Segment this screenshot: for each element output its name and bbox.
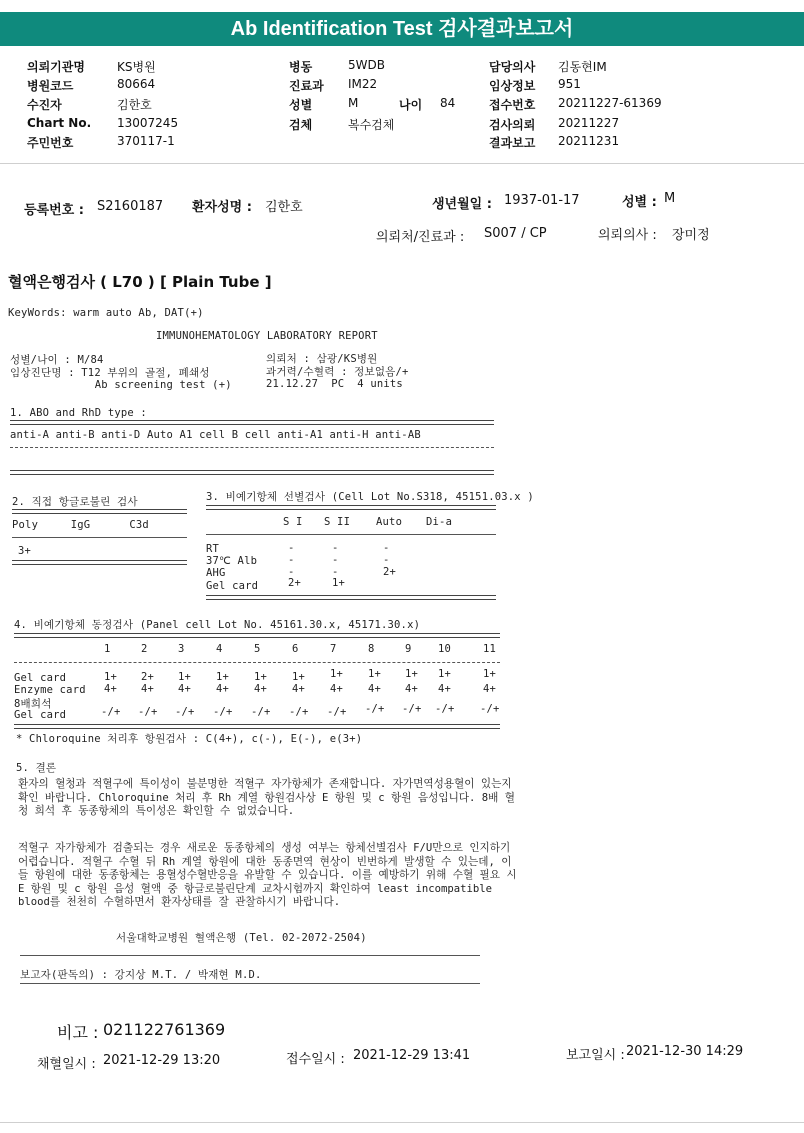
dept-value: S007 / CP (484, 226, 547, 241)
header-value: KS병원 (117, 60, 156, 74)
panel-cell: 4+ (141, 683, 155, 695)
header-value: 20211227-61369 (558, 96, 662, 110)
panel-column-header: 9 (405, 643, 412, 655)
rule (20, 983, 480, 984)
rule (12, 509, 187, 514)
doctor-value: 장미정 (672, 228, 710, 243)
panel-cell: 1+ (178, 671, 192, 683)
receive-label: 접수일시 : (286, 1052, 345, 1067)
panel-row-label: 8배희석 (14, 698, 52, 710)
header-label: 담당의사 (489, 60, 536, 74)
panel-cell: 4+ (254, 683, 268, 695)
header-label: 검체 (289, 118, 313, 132)
note-label: 비고 : (57, 1023, 99, 1042)
screen-row-label: AHG (206, 567, 226, 579)
panel-cell: -/+ (213, 706, 233, 718)
header-label: 의뢰기관명 (27, 60, 85, 74)
header-value: 김동현IM (558, 60, 607, 74)
panel-column-header: 10 (438, 643, 452, 655)
header-value: 5WDB (348, 58, 385, 72)
header-value: M (348, 96, 359, 110)
report-date-label: 보고일시 : (566, 1048, 625, 1063)
dob-label: 생년월일 : (432, 197, 492, 212)
panel-cell: 1+ (405, 668, 419, 680)
screen-header: Di-a (426, 516, 453, 528)
screen-header: S I (283, 516, 303, 528)
rule (10, 470, 494, 475)
header-label: 진료과 (289, 79, 324, 93)
screen-header: S II (324, 516, 351, 528)
header-separator (0, 163, 804, 164)
panel-column-header: 2 (141, 643, 148, 655)
header-value: IM22 (348, 77, 378, 91)
dat-title: 2. 직접 항글로불린 검사 (12, 496, 138, 508)
panel-cell: -/+ (327, 706, 347, 718)
panel-column-header: 5 (254, 643, 261, 655)
rule (20, 955, 480, 956)
collect-label: 채혈일시 : (37, 1057, 96, 1072)
panel-cell: 1+ (104, 671, 118, 683)
info-left-line: 임상진단명 : T12 부위의 골절, 폐쇄성 (10, 366, 210, 379)
panel-cell: 1+ (483, 668, 497, 680)
screen-cell: - (288, 542, 295, 554)
panel-cell: -/+ (175, 706, 195, 718)
panel-column-header: 4 (216, 643, 223, 655)
info-right-line: 의뢰처 : 삼광/KS병원 (266, 353, 378, 365)
reg-value: S2160187 (97, 199, 164, 214)
panel-cell: -/+ (289, 706, 309, 718)
dept-label: 의뢰처/진료과 : (376, 230, 465, 245)
dat-headers: Poly IgG C3d (12, 519, 149, 531)
info-right (266, 353, 409, 391)
info-right-line: 과거력/수혈력 : 정보없음/+ (266, 365, 409, 378)
header-value: 370117-1 (117, 134, 175, 148)
reporter: 보고자(판독의) : 강지상 M.T. / 박재현 M.D. (20, 969, 262, 981)
header-label: 성별 (289, 98, 313, 112)
dat-value: 3+ (18, 545, 32, 557)
rule (10, 447, 494, 448)
panel-cell: 4+ (405, 683, 419, 695)
lab-report-title: IMMUNOHEMATOLOGY LABORATORY REPORT (156, 330, 378, 342)
keywords: KeyWords: warm auto Ab, DAT(+) (8, 307, 204, 319)
screen-cell: - (332, 554, 339, 566)
header-value: 20211231 (558, 134, 620, 148)
chloroquine-note: * Chloroquine 처리후 항원검사 : C(4+), c(-), E(-), e(3+) (16, 733, 363, 745)
conclusion-title: 5. 결론 (16, 762, 57, 774)
panel-cell: 1+ (292, 671, 306, 683)
panel-cell: -/+ (101, 706, 121, 718)
panel-cell: -/+ (480, 703, 500, 715)
panel-row-label: Gel card (14, 672, 67, 684)
screen-row-label: 37℃ Alb (206, 555, 258, 567)
reg-label: 등록번호 : (24, 203, 84, 218)
conclusion-paragraph-2: 적혈구 자가항체가 검출되는 경우 새로운 동종항체의 생성 여부는 항체선별검사 F/U만으로 인지하기 어렵습니다. 적혈구 수혈 뒤 Rh 계열 항원에 대한 동종면역 현상이 빈번하게 발생할 수 있는데, 이들 항원에 대한 동종항체는 용혈성수혈반응을 유발할 수 있습니다. 이를 예방하기 위해 수혈 필요 시 E 항원 및 c 항원 음성 혈액 중 항글로불린단계 교차시험까지 확인하여 least incompatible blood를 천천히 수혈하면서 환자상태를 잘 관찰하시기 바랍니다. (18, 842, 517, 909)
panel-column-header: 6 (292, 643, 299, 655)
header-value: 80664 (117, 77, 156, 91)
header-label: 병원코드 (27, 79, 74, 93)
sex-label: 성별 : (622, 195, 657, 210)
report-heading: 혈액은행검사 ( L70 ) [ Plain Tube ] (8, 273, 272, 291)
panel-cell: -/+ (402, 703, 422, 715)
rule (12, 560, 187, 565)
rule (206, 595, 496, 600)
panel-column-header: 11 (483, 643, 497, 655)
header-label: 결과보고 (489, 136, 536, 150)
bottom-separator (0, 1122, 804, 1123)
rule (14, 633, 500, 638)
panel-cell: 1+ (330, 668, 344, 680)
header-label: 검사의뢰 (489, 118, 536, 132)
info-left-line: 성별/나이 : M/84 (10, 354, 104, 366)
report-title: Ab Identification Test 검사결과보고서 (0, 12, 804, 46)
screen-cell: - (288, 554, 295, 566)
screen-cell: 2+ (288, 577, 302, 589)
collect-value: 2021-12-29 13:20 (103, 1053, 221, 1068)
age-label: 나이 (399, 98, 423, 112)
sex-value: M (664, 191, 676, 206)
panel-cell: 4+ (292, 683, 306, 695)
screen-cell: 2+ (383, 566, 397, 578)
panel-title: 4. 비예기항체 동정검사 (Panel cell Lot No. 45161.30.x, 45171.30.x) (14, 619, 421, 631)
blood-bank: 서울대학교병원 혈액은행 (Tel. 02-2072-2504) (116, 932, 367, 944)
panel-cell: 4+ (368, 683, 382, 695)
panel-cell: 1+ (216, 671, 230, 683)
conclusion-paragraph-1: 환자의 혈청과 적혈구에 특이성이 불분명한 적혈구 자가항체가 존재합니다. 자가면역성용혈이 있는지 확인 바랍니다. Chloroquine 처리 후 Rh 계열 항원검사상 E 항원 및 c 항원 음성입니다. 8배 혈청 희석 후 동종항체의 특이성은 확인할 수 없었습니다. (18, 778, 516, 818)
rule (14, 724, 500, 729)
rule (206, 534, 496, 535)
rule (206, 505, 496, 510)
screen-cell: 1+ (332, 577, 346, 589)
screen-row-label: RT (206, 543, 220, 555)
panel-column-header: 3 (178, 643, 185, 655)
info-left (10, 354, 232, 392)
note-value: 021122761369 (103, 1020, 226, 1039)
header-label: 병동 (289, 60, 313, 74)
screen-header: Auto (376, 516, 403, 528)
panel-cell: 4+ (104, 683, 118, 695)
panel-cell: -/+ (435, 703, 455, 715)
rule (10, 420, 494, 425)
header-value: 김한호 (117, 98, 152, 112)
panel-cell: -/+ (138, 706, 158, 718)
header-value: 13007245 (117, 116, 179, 130)
screen-cell: - (383, 542, 390, 554)
info-left-line: Ab screening test (+) (10, 379, 232, 391)
screen-cell: - (332, 566, 339, 578)
panel-column-header: 8 (368, 643, 375, 655)
screen-cell: - (383, 554, 390, 566)
abo-title: 1. ABO and RhD type : (10, 407, 147, 419)
panel-row-label: Gel card (14, 709, 67, 721)
panel-cell: 4+ (438, 683, 452, 695)
screen-title: 3. 비예기항체 선별검사 (Cell Lot No.S318, 45151.03.x ) (206, 491, 534, 503)
name-label: 환자성명 : (192, 200, 252, 215)
info-right-line: 21.12.27 PC 4 units (266, 378, 403, 390)
doctor-label: 의뢰의사 : (598, 228, 657, 243)
header-value: 복수검체 (348, 118, 395, 132)
name-value: 김한호 (265, 200, 303, 215)
header-label: 주민번호 (27, 136, 74, 150)
header-label: 수진자 (27, 98, 62, 112)
panel-cell: 4+ (483, 683, 497, 695)
panel-cell: -/+ (365, 703, 385, 715)
screen-cell: - (332, 542, 339, 554)
receive-value: 2021-12-29 13:41 (353, 1048, 471, 1063)
screen-row-label: Gel card (206, 580, 259, 592)
age-value: 84 (440, 96, 456, 110)
header-value: 20211227 (558, 116, 620, 130)
panel-cell: 4+ (330, 683, 344, 695)
panel-cell: -/+ (251, 706, 271, 718)
header-value: 951 (558, 77, 581, 91)
header-label: Chart No. (27, 116, 92, 130)
header-label: 접수번호 (489, 98, 536, 112)
screen-cell: - (288, 566, 295, 578)
rule (12, 537, 187, 538)
panel-cell: 2+ (141, 671, 155, 683)
panel-cell: 1+ (438, 668, 452, 680)
panel-cell: 4+ (178, 683, 192, 695)
dob-value: 1937-01-17 (504, 193, 580, 208)
rule (14, 662, 500, 663)
panel-cell: 4+ (216, 683, 230, 695)
abo-headers: anti-A anti-B anti-D Auto A1 cell B cell anti-A1 anti-H anti-AB (10, 429, 421, 441)
header-label: 임상정보 (489, 79, 536, 93)
panel-row-label: Enzyme card (14, 684, 86, 696)
panel-cell: 1+ (254, 671, 268, 683)
panel-cell: 1+ (368, 668, 382, 680)
panel-column-header: 7 (330, 643, 337, 655)
report-date-value: 2021-12-30 14:29 (626, 1044, 744, 1059)
panel-column-header: 1 (104, 643, 111, 655)
